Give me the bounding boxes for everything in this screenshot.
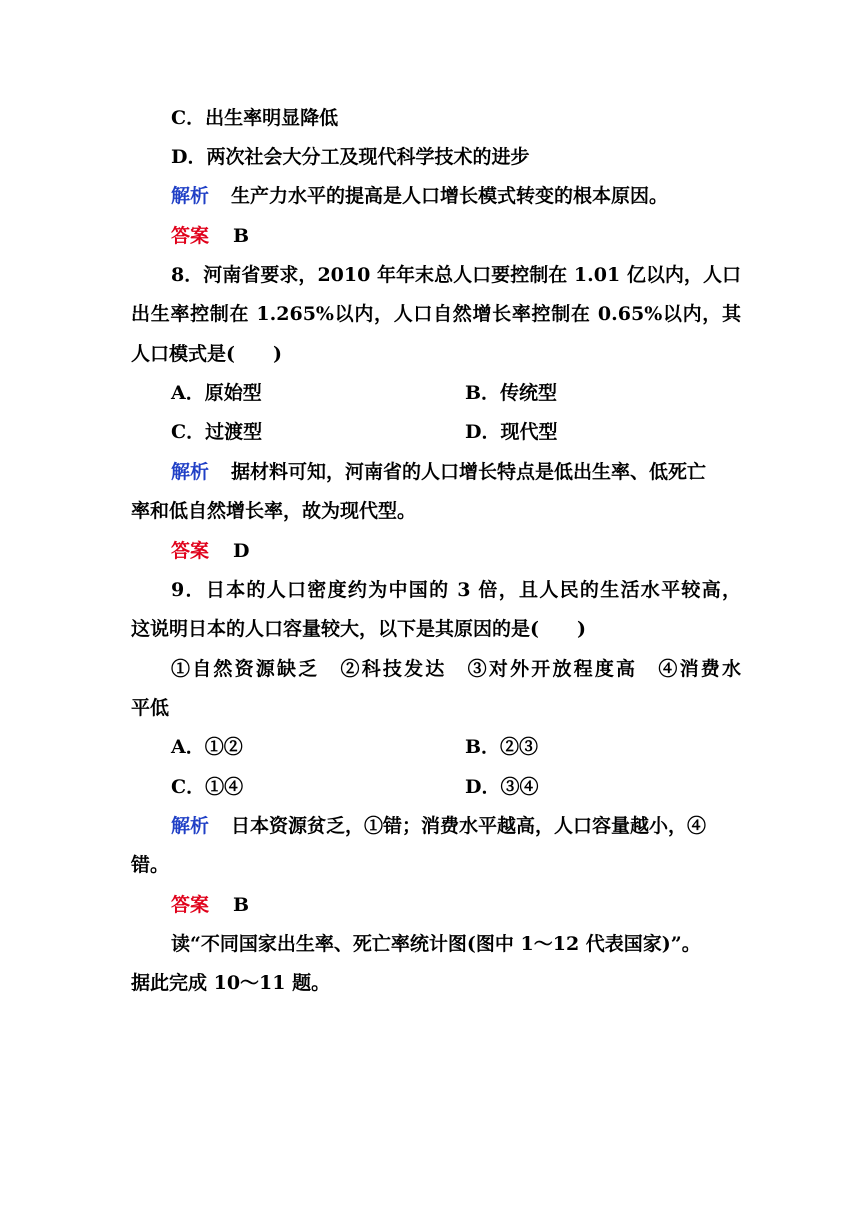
q9-options-row2 xyxy=(171,775,741,799)
q9-answer xyxy=(171,893,741,917)
q9-items-line2: 平低 xyxy=(131,697,170,719)
q8-option-a: A．原始型 xyxy=(171,382,262,404)
q8-analysis-line2: 率和低自然增长率，故为现代型。 xyxy=(131,500,417,522)
answer-value: D xyxy=(233,540,250,562)
q8-answer xyxy=(171,539,741,563)
q8-option-c: C．过渡型 xyxy=(171,421,263,443)
q8-option-b: B．传统型 xyxy=(465,382,558,404)
q9-items-line1: ①自然资源缺乏 ②科技发达 ③对外开放程度高 ④消费水 xyxy=(171,658,741,680)
q9-analysis-line1 xyxy=(171,814,741,838)
answer-label: 答案 xyxy=(171,894,210,916)
analysis-label: 解析 xyxy=(171,461,210,483)
intro-line2: 据此完成 10～11 题。 xyxy=(131,972,331,994)
answer-label: 答案 xyxy=(171,540,210,562)
q9-analysis-line2: 错。 xyxy=(131,854,170,876)
intro-line1: 读“不同国家出生率、死亡率统计图(图中 1～12 代表国家)”。 xyxy=(171,933,701,955)
analysis-text: 据材料可知，河南省的人口增长特点是低出生率、低死亡 xyxy=(231,461,707,483)
q9-stem-line2: 这说明日本的人口容量较大，以下是其原因的是( ) xyxy=(131,618,586,640)
q9-stem-line1: 9．日本的人口密度约为中国的 3 倍，且人民的生活水平较高， xyxy=(171,579,741,601)
q8-stem-line3: 人口模式是( ) xyxy=(131,343,282,365)
answer-value: B xyxy=(233,225,250,247)
q7-analysis xyxy=(171,184,741,208)
q8-stem-line2: 出生率控制在 1.265%以内，人口自然增长率控制在 0.65%以内，其 xyxy=(131,303,741,325)
analysis-label: 解析 xyxy=(171,185,210,207)
analysis-text: 生产力水平的提高是人口增长模式转变的根本原因。 xyxy=(231,185,669,207)
q9-option-d: D．③④ xyxy=(465,776,539,798)
q7-answer xyxy=(171,224,741,248)
q8-option-d: D．现代型 xyxy=(465,421,558,443)
analysis-label: 解析 xyxy=(171,815,210,837)
answer-label: 答案 xyxy=(171,225,210,247)
q9-option-b: B．②③ xyxy=(465,736,539,758)
q8-options-row2 xyxy=(171,420,741,444)
analysis-text: 日本资源贫乏，①错；消费水平越高，人口容量越小，④ xyxy=(231,815,707,837)
answer-value: B xyxy=(233,894,250,916)
q9-option-c: C．①④ xyxy=(171,776,244,798)
q8-stem-line1: 8．河南省要求，2010 年年末总人口要控制在 1.01 亿以内，人口 xyxy=(171,264,741,286)
q7-option-c: C．出生率明显降低 xyxy=(171,107,339,129)
q8-analysis-line1 xyxy=(171,460,741,484)
q8-options-row1 xyxy=(171,381,741,405)
q9-option-a: A．①② xyxy=(171,736,243,758)
q9-options-row1 xyxy=(171,735,741,759)
q7-option-d: D．两次社会大分工及现代科学技术的进步 xyxy=(171,146,530,168)
